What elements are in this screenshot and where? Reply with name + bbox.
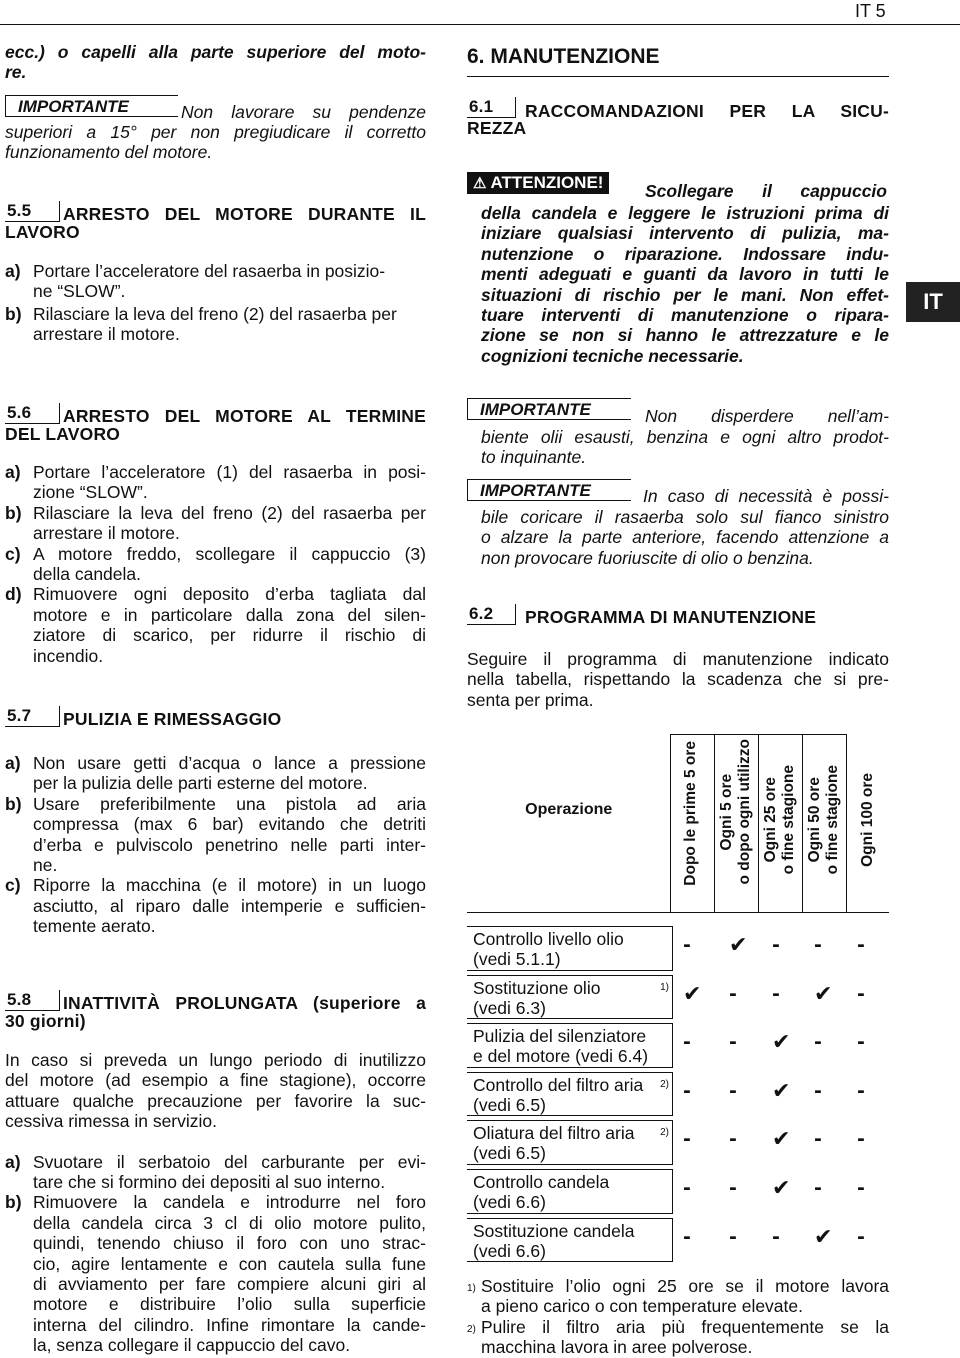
section-number: 5.7	[5, 706, 60, 727]
section-number: 5.8	[5, 990, 60, 1011]
section-number: 5.5	[5, 201, 60, 222]
list-item: d) Rimuovere ogni deposito d’erba tagliata dal motore e in particolare dalla zona del silen- ziatore di scarico, per ridurre il rischio di incendio.	[5, 584, 426, 666]
section-number: 5.6	[5, 403, 60, 424]
list-item: c) A motore freddo, scollegare il cappuccio (3) della candela.	[5, 543, 426, 585]
not-required-mark: -	[729, 1079, 737, 1102]
not-required-mark: -	[772, 982, 780, 1005]
list-item: b) Rilasciare la leva del freno (2) del rasaerba per arrestare il motore.	[5, 502, 426, 544]
not-required-mark: -	[814, 1031, 822, 1054]
not-required-mark: -	[772, 1225, 780, 1248]
not-required-mark: -	[857, 1031, 865, 1054]
not-required-mark: -	[814, 934, 822, 956]
operation-cell: Controllo livello olio (vedi 5.1.1)	[467, 926, 673, 971]
footnote: 1) Sostituire l’olio ogni 25 ore se il motore lavora a pieno carico o con temperature elevate.	[467, 1276, 889, 1317]
important-badge: IMPORTANTE	[5, 95, 178, 117]
section-title: INATTIVITÀ PROLUNGATA (superiore a	[63, 993, 426, 1013]
section-6-1: 6.1 RACCOMANDAZIONI PER LA SICU- REZZA	[467, 97, 889, 138]
operation-cell: Sostituzione candela (vedi 6.6)	[467, 1218, 673, 1263]
language-tab: IT	[906, 282, 960, 322]
important-note-tilt: IMPORTANTE In caso di necessità è possi- bile coricare il rasaerba solo sul fianco sinistro o alzare la parte anteriore, facendo attenzione a non provocare fuoriuscite di olio o benzina.	[467, 479, 889, 568]
not-required-mark: -	[729, 1128, 737, 1151]
not-required-mark: -	[683, 1031, 691, 1054]
section-number: 6.2	[467, 604, 516, 625]
table-row	[467, 975, 889, 1024]
important-note-disposal: IMPORTANTE Non disperdere nell’am- biente olii esausti, benzina e ogni altro prodot- to inquinante.	[467, 398, 889, 468]
paragraph: Seguire il programma di manutenzione indicato nella tabella, rispettando la scadenza che si pre- senta per prima.	[467, 649, 889, 710]
not-required-mark: -	[683, 1079, 691, 1102]
page-label: IT 5	[855, 1, 886, 21]
table-row	[467, 1218, 889, 1267]
not-required-mark: -	[857, 1128, 865, 1151]
column-header: Dopo le prime 5 ore	[671, 735, 715, 913]
not-required-mark: -	[857, 982, 865, 1005]
paragraph: In caso si preveda un lungo periodo di inutilizzo del motore (ad esempio a fine stagione), occorre attuare qualche precauzione per favorire la suc- cessiva rimessa in servizio.	[5, 1050, 426, 1132]
footnotes	[467, 1276, 889, 1358]
column-header: Ogni 50 ore o fine stagione	[802, 735, 846, 913]
table-header-row	[467, 735, 889, 913]
check-icon: ✔	[772, 1030, 791, 1056]
header-rule	[0, 24, 960, 25]
not-required-mark: -	[814, 1177, 822, 1199]
operation-cell: Pulizia del silenziatore e del motore (vedi 6.4)	[467, 1023, 673, 1068]
list-item: a) Svuotare il serbatoio del carburante per evi- tare che si formino dei depositi al suo interno.	[5, 1151, 426, 1193]
check-icon: ✔	[814, 1224, 833, 1250]
check-icon: ✔	[814, 981, 833, 1007]
check-icon: ✔	[772, 1078, 791, 1104]
important-note-slope: IMPORTANTE Non lavorare su pendenze superiori a 15° per non pregiudicare il corretto funzionamento del motore.	[5, 97, 426, 163]
operation-header: Operazione	[467, 735, 671, 913]
intro-text: ecc.) o capelli alla parte superiore del moto- re.	[5, 42, 426, 83]
section-5-8: 5.8 INATTIVITÀ PROLUNGATA (superiore a 30 giorni) In caso si preveda un lungo periodo di inutilizzo del motore (ad esempio a fine stagione), occorre attuare qualche precauzione per favorire la suc- cessiva rimessa in servizio. a) Svuotare il serbatoio del carburante per evi- tare che si formino dei depositi al suo interno. b) Rimuovere la candela e introdurre nel foro della candela circa 3 cl di olio motore pulito, quindi, tenendo chiuso il foro con uno strac- cio, agire lentamente e con cautela sulla fune di avviamento per fare compiere alcuni giri al motore e distribuire l’olio sulla superficie interna del cilindro. Infine rimontare la cande- la, senza collegare il cappuccio del cavo.	[5, 990, 426, 1356]
operation-cell: Sostituzione olio 1) (vedi 6.3)	[467, 975, 673, 1020]
table-row	[467, 1169, 889, 1218]
check-icon: ✔	[772, 1176, 791, 1201]
important-badge: IMPORTANTE	[467, 398, 631, 420]
table-row	[467, 1072, 889, 1121]
not-required-mark: -	[814, 1128, 822, 1151]
column-header: Ogni 100 ore	[846, 735, 889, 913]
list-item: a) Portare l’acceleratore (1) del rasaerba in posi- zione “SLOW”.	[5, 462, 426, 503]
not-required-mark: -	[857, 1225, 865, 1248]
not-required-mark: -	[729, 1031, 737, 1054]
operation-cell: Controllo candela (vedi 6.6)	[467, 1169, 673, 1214]
operation-cell: Controllo del filtro aria 2) (vedi 6.5)	[467, 1072, 673, 1117]
not-required-mark: -	[729, 1225, 737, 1248]
not-required-mark: -	[683, 934, 691, 956]
not-required-mark: -	[729, 1177, 737, 1199]
not-required-mark: -	[683, 1177, 691, 1199]
warning-badge: ⚠ ATTENZIONE!	[467, 172, 609, 194]
section-number: 6.1	[467, 97, 516, 118]
not-required-mark: -	[683, 1128, 691, 1151]
table-row	[467, 1120, 889, 1169]
check-icon: ✔	[729, 933, 748, 958]
check-icon: ✔	[683, 981, 702, 1007]
not-required-mark: -	[857, 934, 865, 956]
section-title: RACCOMANDAZIONI PER LA SICU-	[525, 101, 889, 121]
warning-box: ⚠ ATTENZIONE! Scollegare il cappuccio della candela e leggere le istruzioni prima di iniziare qualsiasi intervento di pulizia, ma- nutenzione o riparazione. Indossare indu- menti adeguati e guanti da lavoro in tutti le situazioni di rischio per le mani. Non effet- tuare interventi di manutenzione o ripara- zione se non si hanno le attrezzature e le cognizioni tecniche necessarie.	[467, 172, 889, 366]
not-required-mark: -	[772, 934, 780, 956]
section-title: ARRESTO DEL MOTORE AL TERMINE	[63, 406, 426, 426]
section-5-5: 5.5 ARRESTO DEL MOTORE DURANTE IL LAVORO a) Portare l’acceleratore del rasaerba in posizio- ne “SLOW”. b) Rilasciare la leva del freno (2) del rasaerba per arrestare il motore.	[5, 201, 426, 345]
chapter-heading: 6. MANUTENZIONE	[467, 44, 889, 77]
list-item: a) Portare l’acceleratore del rasaerba in posizio- ne “SLOW”.	[5, 261, 386, 302]
check-icon: ✔	[772, 1127, 791, 1153]
not-required-mark: -	[857, 1079, 865, 1102]
section-5-6: 5.6 ARRESTO DEL MOTORE AL TERMINE DEL LAVORO a) Portare l’acceleratore (1) del rasaerba in posi- zione “SLOW”. b) Rilasciare la leva del freno (2) del rasaerba per arrestare il motore. c) A motore freddo, scollegare il cappuccio (3) della candela. d) Rimuovere ogni deposito d’erba tagliata dal motore e in particolare dalla zona del silen- ziatore di scarico, per ridurre il rischio di incendio.	[5, 403, 426, 666]
section-5-7	[5, 705, 426, 937]
table-row	[467, 1023, 889, 1072]
list-item: a) Non usare getti d’acqua o lance a pressione per la pulizia delle parti esterne del motore.	[5, 753, 426, 794]
table-row	[467, 926, 889, 975]
column-header: Ogni 5 ore o dopo ogni utilizzo	[714, 735, 758, 913]
operation-cell: Oliatura del filtro aria 2) (vedi 6.5)	[467, 1120, 673, 1165]
not-required-mark: -	[683, 1225, 691, 1248]
maintenance-table	[467, 734, 889, 913]
section-title: PROGRAMMA DI MANUTENZIONE	[525, 607, 817, 627]
not-required-mark: -	[729, 982, 737, 1005]
footnote: 2) Pulire il filtro aria più frequentemente se la macchina lavora in aree polverose.	[467, 1316, 889, 1358]
not-required-mark: -	[857, 1177, 865, 1199]
column-header: Ogni 25 ore o fine stagione	[758, 735, 802, 913]
not-required-mark: -	[814, 1079, 822, 1102]
section-title: ARRESTO DEL MOTORE DURANTE IL	[63, 204, 426, 224]
important-badge: IMPORTANTE	[467, 479, 631, 501]
section-title: PULIZIA E RIMESSAGGIO	[63, 709, 282, 729]
section-6-2	[467, 603, 889, 710]
list-item: c) Riporre la macchina (e il motore) in un luogo asciutto, al riparo dalle intemperie e sufficien- temente aerato.	[5, 875, 426, 937]
list-item: b) Usare preferibilmente una pistola ad aria compressa (max 6 bar) evitando che detriti d’erba e pulviscolo penetrino nelle parti inter- ne.	[5, 793, 426, 876]
list-item: b) Rimuovere la candela e introdurre nel foro della candela circa 3 cl di olio motore pulito, quindi, tenendo chiuso il foro con uno strac- cio, agire lentamente e con cautela sulla fune di avviamento per fare compiere alcuni giri al motore e distribuire l’olio sulla superficie interna del cilindro. Infine rimontare la cande- la, senza collegare il cappuccio del cavo.	[5, 1192, 426, 1356]
warning-triangle-icon: ⚠	[473, 175, 487, 192]
list-item: b) Rilasciare la leva del freno (2) del rasaerba per arrestare il motore.	[5, 303, 397, 345]
